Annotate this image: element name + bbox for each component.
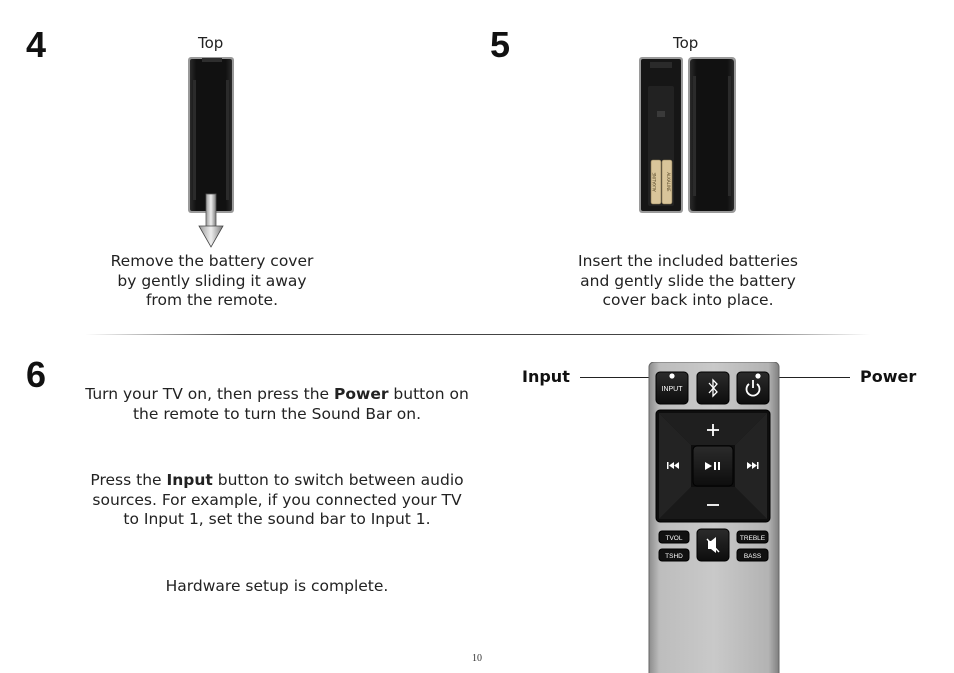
step-4-caption xyxy=(92,252,332,311)
input-button-label: INPUT xyxy=(661,386,683,393)
bass-button[interactable] xyxy=(737,549,768,561)
step-6-number: 6 xyxy=(26,354,47,395)
tshd-label: TSHD xyxy=(665,553,683,560)
tvol-label: TVOL xyxy=(665,535,683,542)
step-6-completion-text: Hardware setup is complete. xyxy=(165,577,389,595)
text-run: Turn your TV on, then press the xyxy=(85,385,334,403)
power-keyword: Power xyxy=(333,385,389,403)
remote-front-illustration xyxy=(648,362,780,673)
input-instruction-line: to Input 1, set the sound bar to Input 1. xyxy=(123,510,431,528)
remote-open-battery-illustration xyxy=(636,56,740,216)
power-callout-label: Power xyxy=(860,367,917,386)
tshd-button[interactable] xyxy=(659,549,689,561)
step-6-paragraph-input xyxy=(78,471,476,530)
power-callout-dot xyxy=(755,373,761,379)
power-instruction-line: the remote to turn the Sound Bar on. xyxy=(132,404,422,423)
play-pause-button[interactable] xyxy=(693,446,733,486)
step-4-caption-line: Remove the battery cover xyxy=(110,252,314,270)
step-5-top-label: Top xyxy=(673,34,699,52)
step-6-paragraph-power xyxy=(78,385,476,424)
treble-button[interactable] xyxy=(737,531,768,543)
input-instruction-line: sources. For example, if you connected your TV xyxy=(92,490,462,509)
input-callout-dot xyxy=(669,373,675,379)
step-5-caption-line: Insert the included batteries xyxy=(578,252,798,270)
power-button[interactable] xyxy=(737,372,769,404)
page-number: 10 xyxy=(472,653,482,664)
tvol-button[interactable] xyxy=(659,531,689,543)
step-5-caption-line: cover back into place. xyxy=(602,291,774,309)
step-5-caption-line: and gently slide the battery xyxy=(580,271,796,290)
text-run: button on xyxy=(388,385,469,403)
power-instruction-line xyxy=(78,385,476,405)
input-callout-label: Input xyxy=(522,367,570,386)
step-4-caption-line: from the remote. xyxy=(145,291,279,309)
battery-label: ALKALINE xyxy=(652,172,657,192)
bluetooth-button[interactable] xyxy=(697,372,729,404)
step-5-caption xyxy=(558,252,818,311)
input-instruction-line xyxy=(78,471,476,491)
section-divider xyxy=(85,334,870,335)
step-4-top-label: Top xyxy=(198,34,224,52)
treble-label: TREBLE xyxy=(739,535,766,542)
text-run: button to switch between audio xyxy=(212,471,464,489)
mute-button[interactable] xyxy=(697,529,729,561)
bass-label: BASS xyxy=(743,553,762,560)
step-4-number: 4 xyxy=(26,24,47,65)
text-run: Press the xyxy=(90,471,167,489)
input-keyword: Input xyxy=(166,471,213,489)
battery-label: ALKALINE xyxy=(666,172,671,192)
step-4-caption-line: by gently sliding it away xyxy=(117,271,307,290)
step-5-number: 5 xyxy=(490,24,511,65)
remote-back-illustration xyxy=(186,56,238,250)
